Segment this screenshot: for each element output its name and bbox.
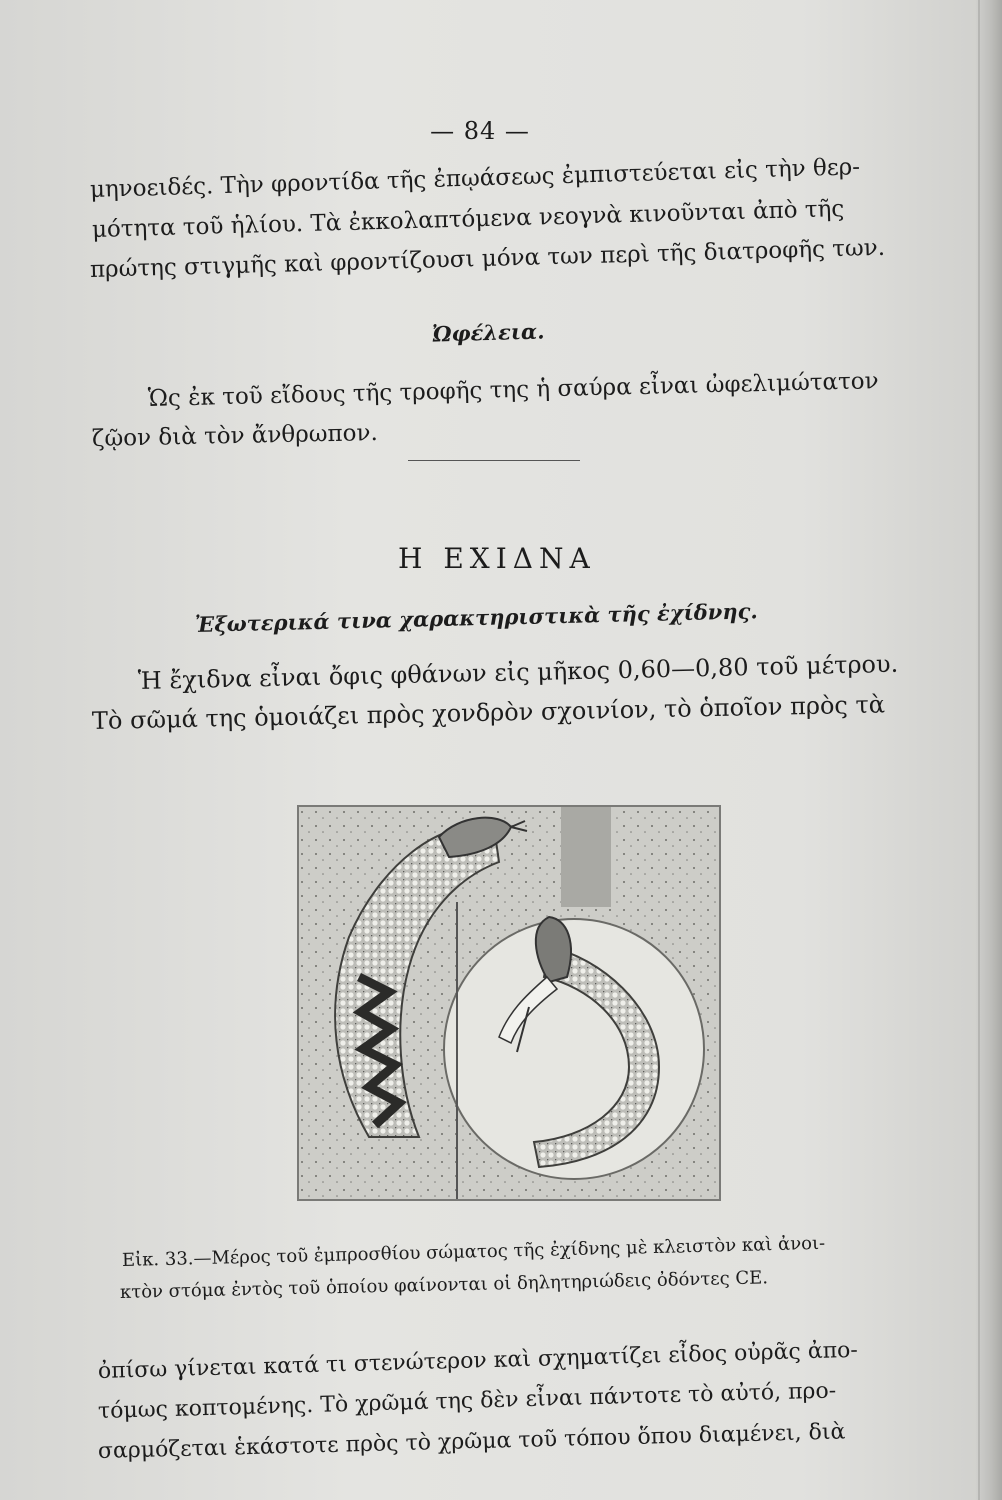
paragraph1-line3: πρώτης στιγμῆς καὶ φροντίζουσι μόνα των περὶ τῆς διατροφῆς των. [89,234,886,283]
viper-drawing [299,807,719,1199]
paragraph4-line3: σαρμόζεται ἑκάστοτε πρὸς τὸ χρῶμα τοῦ τόπου ὅπου διαμένει, διὰ [97,1419,846,1464]
paragraph2-line2: ζῷον διὰ τὸν ἄνθρωπον. [91,420,379,452]
spine-edge [978,0,980,1500]
paragraph1-line1: μηνοειδές. Τὴν φροντίδα τῆς ἐπῳάσεως ἐμπιστεύεται εἰς τὴν θερ- [89,154,861,203]
paragraph2-line1: Ὡς ἐκ τοῦ εἴδους τῆς τροφῆς της ἡ σαύρα εἶναι ὠφελιμώτατον [147,368,879,412]
paragraph3-line2: Τὸ σῶμά της ὁμοιάζει πρὸς χονδρὸν σχοινίον, τὸ ὁποῖον πρὸς τὰ [91,690,886,735]
paragraph4-line1: ὀπίσω γίνεται κατά τι στενώτερον καὶ σχηματίζει εἶδος οὐρᾶς ἀπο- [97,1337,859,1384]
paragraph3-line1: Ἡ ἔχιδνα εἶναι ὄφις φθάνων εἰς μῆκος 0,60—0,80 τοῦ μέτρου. [137,649,899,695]
section-subheading: Ἐξωτερικά τινα χαρακτηριστικὰ τῆς ἐχίδνης. [194,598,758,637]
section-divider [408,460,580,461]
section-title: Η ΕΧΙΔΝΑ [398,542,596,575]
figure-caption-line1: Εἰκ. 33.—Μέρος τοῦ ἐμπροσθίου σώματος τῆς ἐχίδνης μὲ κλειστὸν καὶ ἀνοι- [121,1232,826,1271]
figure-caption-line2: κτὸν στόμα ἐντὸς τοῦ ὁποίου φαίνονται οἱ δηλητηριώδεις ὀδόντες CE. [119,1267,769,1303]
subheading-benefit: Ὠφέλεια. [431,318,545,347]
viper-illustration [297,805,721,1201]
page-number: — 84 — [430,117,530,145]
paragraph1-line2: μότητα τοῦ ἡλίου. Τὰ ἐκκολαπτόμενα νεογνὰ κινοῦνται ἀπὸ τῆς [91,195,845,243]
paragraph4-line2: τόμως κοπτομένης. Τὸ χρῶμά της δὲν εἶναι πάντοτε τὸ αὐτό, προ- [97,1378,837,1424]
